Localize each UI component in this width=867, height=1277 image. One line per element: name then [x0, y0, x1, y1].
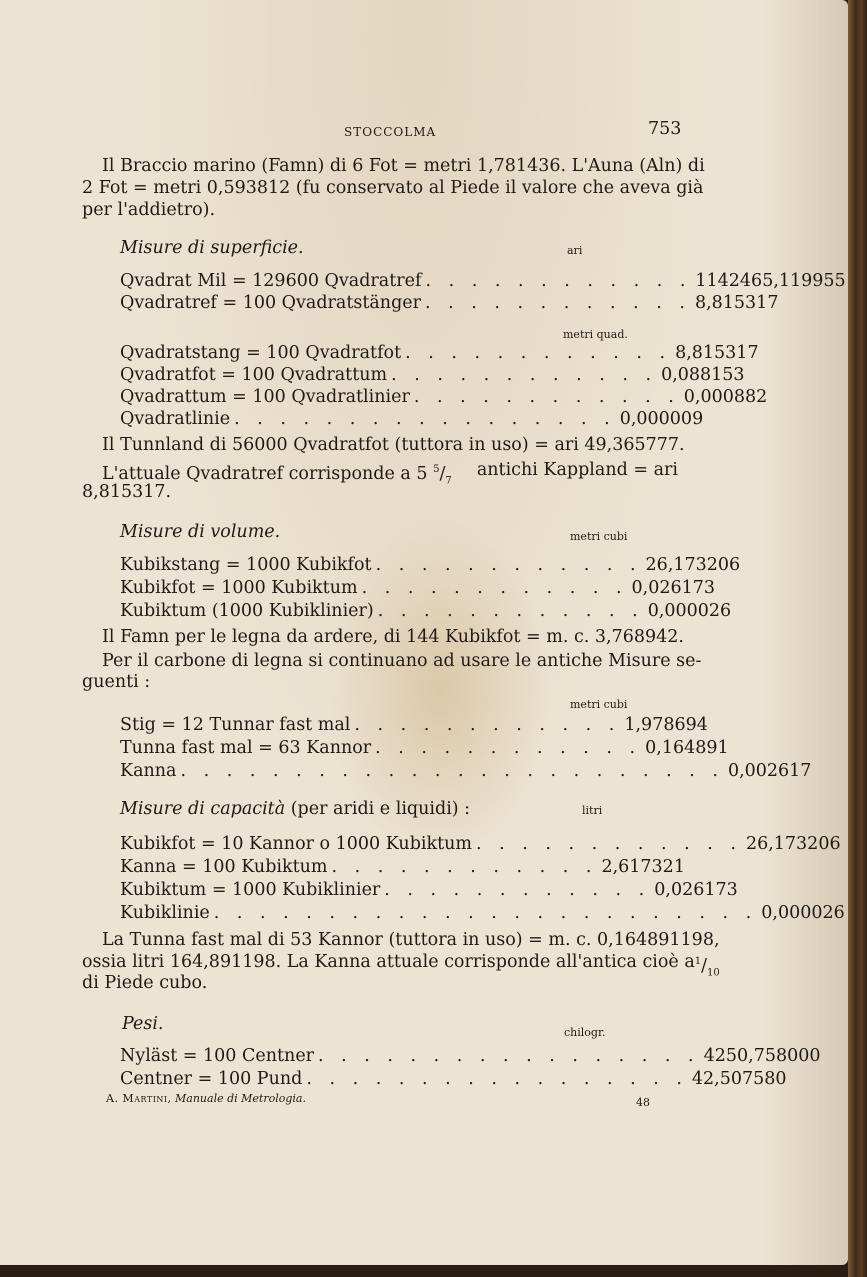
leader-dots: . . . . . . . . . . . . . . . . .: [234, 409, 616, 429]
row-label: Kubiktum = 1000 Kubiklinier: [120, 880, 381, 900]
page-number: 753: [648, 119, 682, 139]
row-value: 0,002617: [727, 761, 812, 781]
intro-line-2: 2 Fot = metri 0,593812 (fu conservato al Piede il valore che aveva già: [82, 178, 704, 198]
note-qvadratref-b: antichi Kappland = ari: [476, 460, 678, 480]
unit-litri: litri: [582, 804, 603, 817]
fraction-numerator: 1: [694, 956, 702, 967]
table-row: [120, 292, 779, 314]
row-label: Kanna = 100 Kubiktum: [120, 857, 328, 877]
row-value: 0,000882: [683, 387, 768, 407]
row-value: 0,164891: [645, 738, 729, 758]
row-label: Qvadratfot = 100 Qvadrattum: [120, 365, 388, 385]
section-heading-pesi: Pesi.: [122, 1014, 164, 1034]
leader-dots: . . . . . . . . . . . .: [375, 555, 642, 575]
row-value: 26,173206: [745, 834, 841, 854]
table-row: [120, 760, 812, 782]
leader-dots: . . . . . . . . . . . .: [375, 738, 642, 758]
book-spine-edge: [848, 0, 867, 1277]
note-qvadratref: [102, 460, 678, 491]
row-value: 8,815317: [694, 293, 779, 313]
note-qvadratref-text: L'attuale Qvadratref corrisponde a 5: [102, 463, 428, 484]
heading-capacita-italic: Misure di capacità: [120, 799, 286, 819]
row-value: 0,026173: [654, 880, 738, 900]
row-label: Qvadratlinie: [120, 409, 231, 429]
table-row: [120, 270, 846, 292]
note-tunnland: Il Tunnland di 56000 Qvadratfot (tuttora in uso) = ari 49,365777.: [102, 435, 685, 455]
table-row: [120, 1045, 821, 1067]
table-row: [120, 856, 685, 878]
row-label: Nyläst = 100 Centner: [120, 1046, 315, 1066]
row-value: 26,173206: [645, 555, 741, 575]
note-kanna-end: di Piede cubo.: [82, 973, 208, 993]
intro-line-1: [102, 156, 705, 176]
unit-chilogr: chilogr.: [564, 1026, 606, 1039]
table-row: [120, 1068, 787, 1090]
note-famn: Il Famn per le legna da ardere, di 144 Kubikfot = m. c. 3,768942.: [102, 627, 684, 647]
row-label: Tunna fast mal = 63 Kannor: [120, 738, 372, 758]
section-heading-capacita: [120, 799, 470, 819]
row-label: Kanna: [120, 761, 177, 781]
table-row: [120, 902, 845, 924]
row-value: 0,088153: [661, 365, 745, 385]
running-title: STOCCOLMA: [344, 125, 437, 139]
leader-dots: . . . . . . . . . . . . . . . . .: [318, 1046, 700, 1066]
note-carbone: Per il carbone di legna si continuano ad usare le antiche Misure se-: [102, 651, 702, 671]
unit-metri-cubi: metri cubi: [570, 698, 628, 711]
row-value: 0,000009: [619, 409, 704, 429]
row-value: 4250,758000: [703, 1046, 821, 1066]
row-value: 0,000026: [761, 903, 845, 923]
row-value: 42,507580: [691, 1069, 787, 1089]
unit-ari: ari: [567, 244, 583, 257]
row-label: Qvadratref = 100 Qvadratstänger: [120, 293, 421, 313]
table-row: [120, 408, 704, 430]
heading-capacita-rest: (per aridi e liquidi) :: [290, 799, 471, 819]
unit-metri-quad: metri quad.: [563, 328, 628, 341]
intro-text-1: Il Braccio marino (Famn) di 6 Fot = metri 1,781436. L'Auna (Aln) di: [102, 156, 705, 176]
table-row: [120, 600, 732, 622]
signature-mark: 48: [636, 1096, 650, 1109]
footer-author: A. Martini,: [106, 1092, 172, 1105]
row-value: 0,000026: [647, 601, 732, 621]
row-label: Qvadrattum = 100 Qvadratlinier: [120, 387, 410, 407]
fraction-denominator: 10: [707, 967, 720, 979]
leader-dots: . . . . . . . . . . . .: [384, 880, 651, 900]
note-tunna: La Tunna fast mal di 53 Kannor (tuttora in uso) = m. c. 0,164891198,: [102, 930, 720, 950]
note-qvadratref-a: L'attuale Qvadratref corrisponde a 5 $^5/_7$: [102, 463, 452, 487]
fraction-numerator: 5: [433, 464, 440, 475]
row-value: 8,815317: [675, 343, 759, 363]
leader-dots: . . . . . . . . . . . .: [405, 343, 672, 363]
row-label: Kubikstang = 1000 Kubikfot: [120, 555, 372, 575]
row-label: Qvadratstang = 100 Qvadratfot: [120, 343, 402, 363]
table-row: [120, 554, 741, 576]
leader-dots: . . . . . . . . . . . .: [476, 834, 742, 854]
row-label: Stig = 12 Tunnar fast mal: [120, 715, 351, 735]
table-row: [120, 386, 768, 408]
row-label: Kubikfot = 1000 Kubiktum: [120, 578, 358, 598]
table-row: [120, 714, 708, 736]
leader-dots: . . . . . . . . . . . .: [391, 365, 658, 385]
note-carbone-end: guenti :: [82, 672, 151, 692]
note-qvadratref-end: 8,815317.: [82, 482, 172, 502]
row-label: Qvadrat Mil = 129600 Qvadratref: [120, 271, 422, 291]
row-value: 0,026173: [631, 578, 716, 598]
leader-dots: . . . . . . . . . . . . . . . . . . . . . . . .: [180, 761, 724, 781]
table-row: [120, 737, 729, 759]
row-label: Kubikfot = 10 Kannor o 1000 Kubiktum: [120, 834, 472, 854]
leader-dots: . . . . . . . . . . . . . . . . .: [306, 1069, 688, 1089]
row-value: 1142465,119955: [695, 271, 846, 291]
table-row: [120, 364, 745, 386]
table-row: [120, 833, 841, 855]
footer-citation: [106, 1092, 306, 1106]
intro-line-3: per l'addietro).: [82, 200, 216, 220]
table-row: [120, 577, 716, 599]
unit-metri-cubi: metri cubi: [570, 530, 628, 543]
note-kanna-text: ossia litri 164,891198. La Kanna attuale corrisponde all'antica cioè a: [82, 952, 695, 972]
row-label: Kubiklinie: [120, 903, 210, 923]
leader-dots: . . . . . . . . . . . .: [425, 293, 691, 313]
table-row: [120, 879, 738, 901]
row-value: 1,978694: [624, 715, 708, 735]
fraction-denominator: 7: [445, 475, 452, 487]
footer-book-title: Manuale di Metrologia.: [175, 1092, 306, 1105]
leader-dots: . . . . . . . . . . . .: [377, 601, 644, 621]
row-value: 2,617321: [601, 857, 685, 877]
section-heading-volume: Misure di volume.: [120, 522, 281, 542]
fraction-one-tenth: $^1/_{10}$: [694, 955, 720, 979]
row-label: Centner = 100 Pund: [120, 1069, 303, 1089]
table-row: [120, 342, 759, 364]
section-heading-superficie: Misure di superficie.: [120, 238, 304, 258]
leader-dots: . . . . . . . . . . . .: [425, 271, 692, 291]
row-label: Kubiktum (1000 Kubiklinier): [120, 601, 374, 621]
leader-dots: . . . . . . . . . . . .: [413, 387, 680, 407]
leader-dots: . . . . . . . . . . . . . . . . . . . . . . . .: [213, 903, 758, 923]
leader-dots: . . . . . . . . . . . .: [361, 578, 628, 598]
leader-dots: . . . . . . . . . . . .: [331, 857, 598, 877]
leader-dots: . . . . . . . . . . . .: [354, 715, 621, 735]
